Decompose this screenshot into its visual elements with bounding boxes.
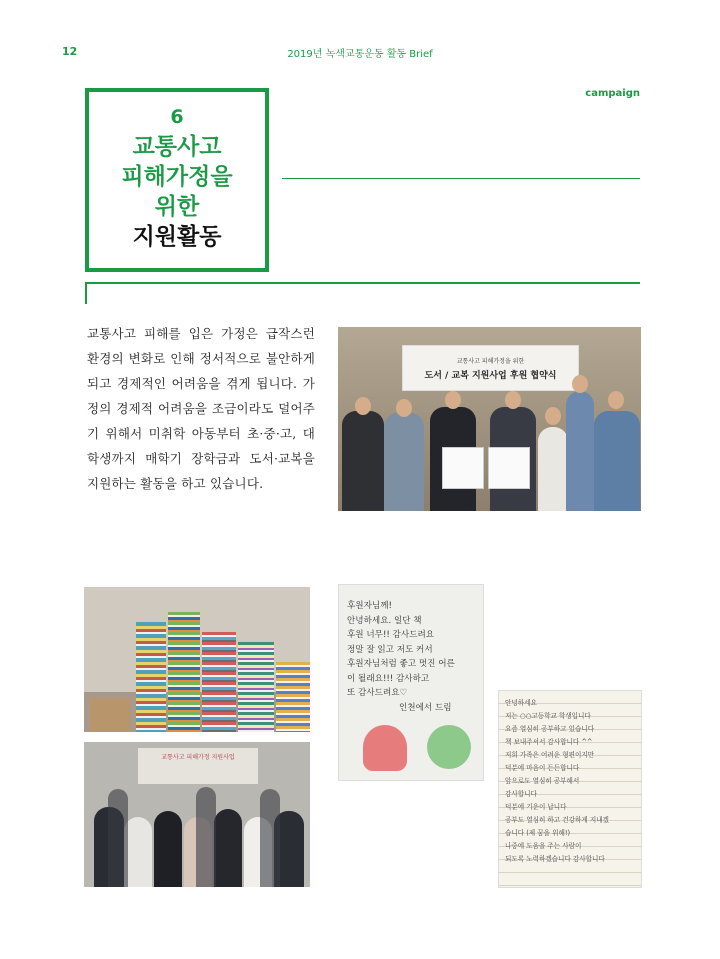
section-tag: campaign [585,88,640,99]
divider-tick [85,282,87,304]
screen-text: 교통사고 피해가정 지원사업 [161,754,235,761]
page-number: 12 [62,45,78,58]
note-line: 덕분에 기운이 납니다 [505,803,567,811]
thank-you-letter-card [338,584,484,781]
person-head [445,391,461,409]
person [566,391,594,511]
cardboard-box [90,698,130,732]
ceremony-banner [402,345,579,391]
banner-line: 교통사고 피해가정을 위한 [456,358,525,365]
note-line: 앞으로도 열심히 공부해서 [505,777,580,785]
book-stack [168,612,200,732]
person-head [545,407,561,425]
note-line: 습니다 (제 꿈을 위해!) [505,829,571,837]
badge-illustration [427,725,471,769]
note-line: 나중에 도움을 주는 사람이 [505,842,582,850]
letter-line: 후원자님처럼 좋고 멋진 어른 [347,659,455,669]
letter-line: 또 감사드려요♡ [347,688,408,698]
note-line: 저희 가족은 어려운 형편이지만 [505,751,595,759]
letter-line: 후원자님께! [347,601,392,611]
person-head [505,391,521,409]
person-head [608,391,624,409]
book-stack [276,662,310,732]
title-box [85,88,269,272]
letter-text [339,599,483,715]
person-head [396,399,412,417]
book-stack [202,632,236,732]
note-line: 안녕하세요 [505,699,537,707]
person [154,811,182,887]
divider-line [282,178,640,179]
book-stack [136,622,166,732]
letter-line: 후원 너무!! 감사드려요 [347,630,435,640]
person-head [572,375,588,393]
person [214,809,242,887]
person [342,411,384,511]
person [196,787,216,887]
person [108,789,128,887]
title-line: 피해가정을 [121,164,233,190]
section-number: 6 [170,106,184,128]
book-stack [238,642,274,732]
letter-line: 정말 잘 읽고 저도 커서 [347,644,433,655]
agreement-document [442,447,484,489]
note-line: 되도록 노력하겠습니다 감사합니다 [505,855,605,863]
handwritten-note [498,690,642,888]
projection-screen [138,748,258,784]
person [384,413,424,511]
note-line: 감사합니다 [505,790,537,798]
banner-line: 도서 / 교복 지원사업 후원 협약식 [424,371,557,381]
agreement-ceremony-photo [338,327,641,511]
letter-line: 이 될래요!!! 감사하고 [347,673,430,684]
title-line: 교통사고 [132,134,222,160]
title-line: 지원활동 [132,224,222,250]
note-text [499,697,641,866]
note-line: 덕분에 마음이 든든합니다 [505,764,580,772]
note-line: 공부도 열심히 하고 건강하게 지내겠 [505,816,609,824]
running-header: 2019년 녹색교통운동 활동 Brief [287,49,433,60]
note-line: 요즘 열심히 공부하고 있습니다 [505,725,595,733]
agreement-document [488,447,530,489]
person-head [355,397,371,415]
body-paragraph: 교통사고 피해를 입은 가정은 급작스런 환경의 변화로 인해 정서적으로 불안하게 되고 경제적인 어려움을 겪게 됩니다. 가정의 경제적 어려움을 조금이라도 덜어주기 위해서 미취학 아동부터 초·중·고, 대학생까지 매학기 장학금과 도서·교복을 지원하는 활동을 하고 있습니다. [87,326,315,491]
letter-line: 안녕하세요. 일단 책 [347,615,422,626]
person [260,789,280,887]
title-line: 위한 [154,194,200,220]
section-title [89,132,265,252]
owl-illustration [363,725,407,771]
person [538,427,568,511]
scholarship-group-photo [84,742,310,887]
letter-line: 인천에서 드림 [399,702,452,713]
person [124,817,152,887]
divider-line [85,282,640,284]
note-line: 책 보내주셔서 감사합니다 ^^ [505,738,593,746]
donated-books-photo [84,587,310,732]
note-line: 저는 ○○고등학교 학생입니다 [505,712,591,720]
person [594,411,640,511]
